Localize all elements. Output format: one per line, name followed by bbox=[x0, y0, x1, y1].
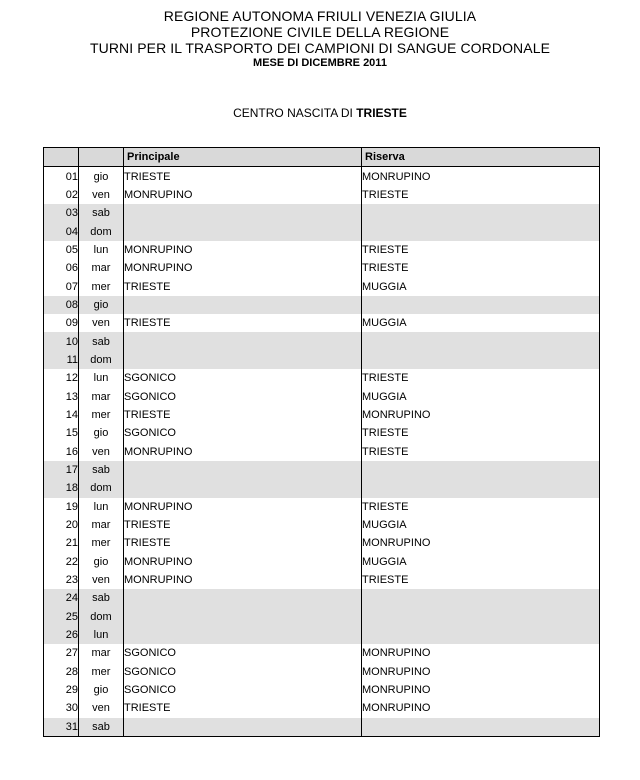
header-weekday bbox=[79, 148, 124, 167]
month-prefix: MESE DI bbox=[253, 57, 302, 69]
riserva-cell bbox=[362, 222, 600, 240]
weekday-cell: ven bbox=[79, 699, 124, 717]
principale-cell: TRIESTE bbox=[124, 516, 362, 534]
day-number-cell: 26 bbox=[44, 626, 79, 644]
riserva-cell: MONRUPINO bbox=[362, 699, 600, 717]
principale-cell bbox=[124, 351, 362, 369]
weekday-cell: mer bbox=[79, 406, 124, 424]
day-number-cell: 25 bbox=[44, 608, 79, 626]
principale-cell: TRIESTE bbox=[124, 406, 362, 424]
day-number-cell: 14 bbox=[44, 406, 79, 424]
day-number-cell: 09 bbox=[44, 314, 79, 332]
principale-cell: MONRUPINO bbox=[124, 571, 362, 589]
riserva-cell: TRIESTE bbox=[362, 571, 600, 589]
day-number-cell: 21 bbox=[44, 534, 79, 552]
table-row bbox=[44, 443, 600, 461]
principale-cell bbox=[124, 589, 362, 607]
principale-cell: MONRUPINO bbox=[124, 186, 362, 204]
principale-cell bbox=[124, 626, 362, 644]
riserva-cell: MUGGIA bbox=[362, 277, 600, 295]
riserva-cell: TRIESTE bbox=[362, 369, 600, 387]
principale-cell: MONRUPINO bbox=[124, 241, 362, 259]
weekday-cell: gio bbox=[79, 167, 124, 186]
table-row bbox=[44, 314, 600, 332]
principale-cell bbox=[124, 204, 362, 222]
table-header-row bbox=[44, 148, 600, 167]
table-row bbox=[44, 644, 600, 662]
riserva-cell: MUGGIA bbox=[362, 387, 600, 405]
weekday-cell: mar bbox=[79, 259, 124, 277]
day-number-cell: 08 bbox=[44, 296, 79, 314]
center-prefix: CENTRO NASCITA DI bbox=[233, 106, 357, 120]
principale-cell: TRIESTE bbox=[124, 534, 362, 552]
riserva-cell bbox=[362, 479, 600, 497]
table-row bbox=[44, 259, 600, 277]
weekday-cell: sab bbox=[79, 332, 124, 350]
principale-cell: SGONICO bbox=[124, 369, 362, 387]
riserva-cell: TRIESTE bbox=[362, 259, 600, 277]
table-row bbox=[44, 167, 600, 186]
riserva-cell bbox=[362, 461, 600, 479]
table-row bbox=[44, 204, 600, 222]
table-row bbox=[44, 699, 600, 717]
day-number-cell: 17 bbox=[44, 461, 79, 479]
center-name: TRIESTE bbox=[356, 106, 407, 120]
table-row bbox=[44, 718, 600, 737]
weekday-cell: gio bbox=[79, 296, 124, 314]
principale-cell: TRIESTE bbox=[124, 314, 362, 332]
department-title: PROTEZIONE CIVILE DELLA REGIONE bbox=[190, 24, 450, 40]
weekday-cell: dom bbox=[79, 608, 124, 626]
riserva-cell bbox=[362, 626, 600, 644]
weekday-cell: mar bbox=[79, 387, 124, 405]
day-number-cell: 07 bbox=[44, 277, 79, 295]
weekday-cell: gio bbox=[79, 681, 124, 699]
day-number-cell: 16 bbox=[44, 443, 79, 461]
day-number-cell: 12 bbox=[44, 369, 79, 387]
table-row bbox=[44, 424, 600, 442]
day-number-cell: 05 bbox=[44, 241, 79, 259]
table-row bbox=[44, 553, 600, 571]
weekday-cell: ven bbox=[79, 443, 124, 461]
day-number-cell: 22 bbox=[44, 553, 79, 571]
day-number-cell: 02 bbox=[44, 186, 79, 204]
table-row bbox=[44, 626, 600, 644]
weekday-cell: dom bbox=[79, 222, 124, 240]
day-number-cell: 13 bbox=[44, 387, 79, 405]
principale-cell bbox=[124, 479, 362, 497]
table-row bbox=[44, 479, 600, 497]
table-row bbox=[44, 516, 600, 534]
principale-cell bbox=[124, 461, 362, 479]
region-title: REGIONE AUTONOMA FRIULI VENEZIA GIULIA bbox=[163, 8, 477, 24]
day-number-cell: 15 bbox=[44, 424, 79, 442]
day-number-cell: 30 bbox=[44, 699, 79, 717]
riserva-cell bbox=[362, 204, 600, 222]
principale-cell: TRIESTE bbox=[124, 699, 362, 717]
weekday-cell: dom bbox=[79, 351, 124, 369]
schedule-title: TURNI PER IL TRASPORTO DEI CAMPIONI DI SANGUE CORDONALE bbox=[89, 40, 551, 56]
table-row bbox=[44, 387, 600, 405]
principale-cell bbox=[124, 222, 362, 240]
shift-table bbox=[43, 147, 600, 737]
day-number-cell: 18 bbox=[44, 479, 79, 497]
weekday-cell: mar bbox=[79, 644, 124, 662]
day-number-cell: 24 bbox=[44, 589, 79, 607]
principale-cell: MONRUPINO bbox=[124, 259, 362, 277]
weekday-cell: ven bbox=[79, 571, 124, 589]
day-number-cell: 03 bbox=[44, 204, 79, 222]
table-row bbox=[44, 608, 600, 626]
day-number-cell: 01 bbox=[44, 167, 79, 186]
table-row bbox=[44, 589, 600, 607]
table-row bbox=[44, 663, 600, 681]
header-principale: Principale bbox=[124, 148, 362, 167]
riserva-cell: MONRUPINO bbox=[362, 406, 600, 424]
principale-cell: SGONICO bbox=[124, 644, 362, 662]
day-number-cell: 11 bbox=[44, 351, 79, 369]
weekday-cell: lun bbox=[79, 626, 124, 644]
day-number-cell: 04 bbox=[44, 222, 79, 240]
principale-cell: TRIESTE bbox=[124, 167, 362, 186]
header-riserva: Riserva bbox=[362, 148, 600, 167]
table-row bbox=[44, 296, 600, 314]
month-line bbox=[0, 56, 640, 70]
weekday-cell: gio bbox=[79, 553, 124, 571]
principale-cell bbox=[124, 332, 362, 350]
principale-cell bbox=[124, 718, 362, 737]
day-number-cell: 28 bbox=[44, 663, 79, 681]
header-day-number bbox=[44, 148, 79, 167]
riserva-cell: MUGGIA bbox=[362, 516, 600, 534]
riserva-cell bbox=[362, 351, 600, 369]
riserva-cell: MONRUPINO bbox=[362, 663, 600, 681]
riserva-cell: TRIESTE bbox=[362, 241, 600, 259]
table-row bbox=[44, 332, 600, 350]
table-row bbox=[44, 351, 600, 369]
weekday-cell: lun bbox=[79, 498, 124, 516]
table-row bbox=[44, 277, 600, 295]
weekday-cell: mer bbox=[79, 277, 124, 295]
table-row bbox=[44, 186, 600, 204]
table-row bbox=[44, 222, 600, 240]
weekday-cell: gio bbox=[79, 424, 124, 442]
principale-cell: SGONICO bbox=[124, 424, 362, 442]
weekday-cell: lun bbox=[79, 369, 124, 387]
weekday-cell: sab bbox=[79, 589, 124, 607]
table-row bbox=[44, 406, 600, 424]
weekday-cell: sab bbox=[79, 718, 124, 737]
day-number-cell: 23 bbox=[44, 571, 79, 589]
principale-cell: MONRUPINO bbox=[124, 498, 362, 516]
principale-cell: MONRUPINO bbox=[124, 553, 362, 571]
weekday-cell: lun bbox=[79, 241, 124, 259]
weekday-cell: mer bbox=[79, 534, 124, 552]
day-number-cell: 19 bbox=[44, 498, 79, 516]
day-number-cell: 31 bbox=[44, 718, 79, 737]
weekday-cell: ven bbox=[79, 314, 124, 332]
riserva-cell bbox=[362, 718, 600, 737]
riserva-cell bbox=[362, 608, 600, 626]
day-number-cell: 20 bbox=[44, 516, 79, 534]
weekday-cell: dom bbox=[79, 479, 124, 497]
principale-cell: SGONICO bbox=[124, 663, 362, 681]
principale-cell bbox=[124, 608, 362, 626]
table-row bbox=[44, 534, 600, 552]
riserva-cell: TRIESTE bbox=[362, 186, 600, 204]
riserva-cell: TRIESTE bbox=[362, 424, 600, 442]
riserva-cell: MUGGIA bbox=[362, 314, 600, 332]
table-row bbox=[44, 369, 600, 387]
riserva-cell: MUGGIA bbox=[362, 553, 600, 571]
weekday-cell: sab bbox=[79, 204, 124, 222]
riserva-cell: MONRUPINO bbox=[362, 644, 600, 662]
day-number-cell: 10 bbox=[44, 332, 79, 350]
riserva-cell: MONRUPINO bbox=[362, 167, 600, 186]
weekday-cell: sab bbox=[79, 461, 124, 479]
day-number-cell: 27 bbox=[44, 644, 79, 662]
riserva-cell bbox=[362, 332, 600, 350]
birth-center-title bbox=[0, 106, 640, 120]
principale-cell: SGONICO bbox=[124, 681, 362, 699]
riserva-cell: TRIESTE bbox=[362, 498, 600, 516]
principale-cell: MONRUPINO bbox=[124, 443, 362, 461]
riserva-cell bbox=[362, 296, 600, 314]
weekday-cell: mar bbox=[79, 516, 124, 534]
weekday-cell: mer bbox=[79, 663, 124, 681]
principale-cell: TRIESTE bbox=[124, 277, 362, 295]
table-row bbox=[44, 241, 600, 259]
riserva-cell bbox=[362, 589, 600, 607]
principale-cell: SGONICO bbox=[124, 387, 362, 405]
table-row bbox=[44, 498, 600, 516]
day-number-cell: 29 bbox=[44, 681, 79, 699]
table-row bbox=[44, 571, 600, 589]
month-value: DICEMBRE 2011 bbox=[301, 57, 387, 69]
table-row bbox=[44, 681, 600, 699]
document-header bbox=[0, 8, 640, 70]
riserva-cell: TRIESTE bbox=[362, 443, 600, 461]
riserva-cell: MONRUPINO bbox=[362, 534, 600, 552]
day-number-cell: 06 bbox=[44, 259, 79, 277]
riserva-cell: MONRUPINO bbox=[362, 681, 600, 699]
table-row bbox=[44, 461, 600, 479]
weekday-cell: ven bbox=[79, 186, 124, 204]
principale-cell bbox=[124, 296, 362, 314]
